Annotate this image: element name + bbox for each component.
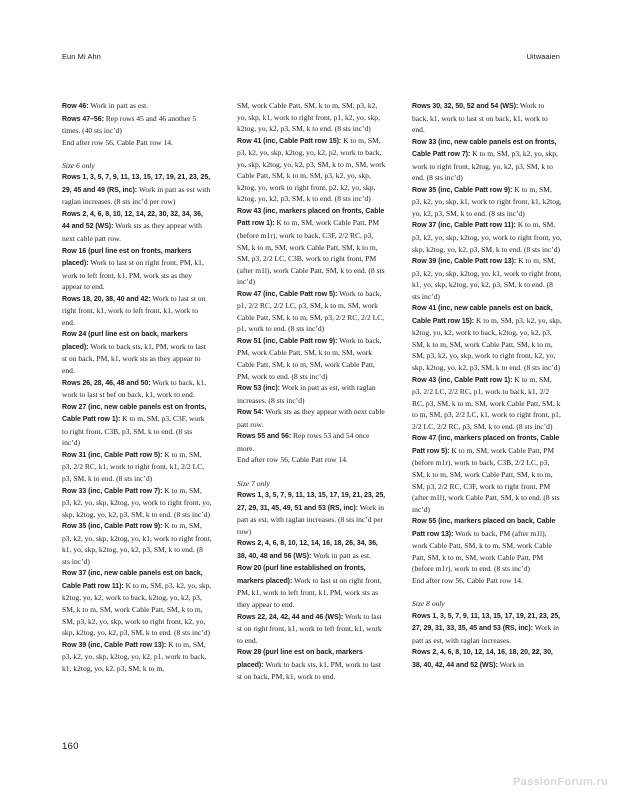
instruction-body: Work to last st on right front, PM, k1, work to left front, k1, PM, work sts as they appear to end. <box>62 258 204 292</box>
instruction-body: Work sts as they appear with next cable patt row. <box>237 407 385 429</box>
pattern-instruction <box>62 113 212 137</box>
instruction-body: Work in patt as est, with raglan increases. <box>412 623 560 645</box>
instruction-body: K to m, SM, work Cable Patt, PM (before m1r), work to back, C3B, 2/2 LC, p3, SM, k to m, SM, work Cable Patt, SM, k to m, SM, p3, 2/2 RC, C3F, work to right front, PM (after m1l), work Cable Patt, SM, k to end. (8 sts inc’d) <box>412 445 560 514</box>
pattern-instruction <box>62 567 212 638</box>
instruction-label: Rows 2, 4, 6, 8, 10, 12, 14, 16, 18, 20, 22, 30, 38, 40, 42, 44 and 52 (WS): <box>412 649 553 669</box>
pattern-instruction <box>62 485 212 521</box>
instruction-label: Row 20 (purl line established on fronts, markers placed): <box>237 565 366 585</box>
size-heading: Size 7 only <box>237 478 270 488</box>
instruction-label: Rows 1, 3, 5, 7, 9, 11, 13, 15, 17, 19, 21, 23, 25, 29, 45 and 49 (RS, inc): <box>62 174 211 194</box>
pattern-instruction <box>237 537 387 562</box>
instruction-body: K to m, SM, p3, k2, yo, skp, k2tog, yo, k2, work to back, k2tog, yo, k2, p3, SM, k to m, SM, work Cable Patt, SM, k to m, SM, p3, k2, yo, skp, work to right front, k2, yo, skp, k2tog, yo, k2, p3, SM, k to end. (8 sts inc’d) <box>62 580 212 638</box>
instruction-label: Rows 2, 4, 6, 8, 10, 12, 14, 22, 30, 32, 34, 36, 44 and 52 (WS): <box>62 210 203 231</box>
instruction-body: Work in <box>497 659 524 669</box>
site-watermark: PassionForum.ru <box>513 776 608 788</box>
pattern-instruction <box>237 646 387 683</box>
page-number: 160 <box>62 741 79 752</box>
pattern-instruction <box>412 184 562 220</box>
instruction-body: Work to back, PM, work Cable Patt, SM, k to m, SM, work Cable Patt, SM, k to m, SM, work Cable Patt, PM, work to end. (8 sts inc’d) <box>237 335 382 381</box>
instruction-label: Rows 18, 20, 38, 40 and 42: <box>62 295 151 303</box>
running-head-title: Uitwaaien <box>526 52 560 61</box>
instruction-body: Work in patt as est. <box>88 101 149 110</box>
pattern-instruction <box>412 219 562 255</box>
pattern-instruction <box>412 255 562 302</box>
pattern-instruction <box>412 432 562 515</box>
pattern-instruction <box>237 406 387 430</box>
instruction-label: Rows 2, 4, 6, 8, 10, 12, 14, 16, 18, 26, 34, 36, 38, 40, 48 and 56 (WS): <box>237 540 378 560</box>
instruction-label: Row 41 (inc, Cable Patt row 15): <box>237 137 342 145</box>
instruction-label: Row 47 (inc, markers placed on fronts, Cable Patt row 5): <box>412 435 560 455</box>
instruction-body: Work in patt as est with raglan increases. (8 sts inc’d per row) <box>62 184 211 207</box>
instruction-body: K to m, SM, p3, 2/2 RC, k1, work to right front, k1, 2/2 LC, p3, SM, k to end. (8 sts inc’d) <box>62 449 205 483</box>
pattern-instruction <box>62 245 212 293</box>
pattern-text: End after row 56, Cable Patt row 14. <box>237 455 348 465</box>
column-3 <box>412 100 562 740</box>
pattern-instruction <box>62 208 212 245</box>
instruction-body: Work to last st on right front, PM, k1, work to left front, k1, PM, work sts as they appear to end. <box>237 575 382 609</box>
pattern-instruction <box>237 205 387 288</box>
running-head <box>62 52 560 61</box>
instruction-body: Work to back sts, k1, PM, work to last st on back, PM, k1, work sts as they appear to end. <box>62 341 206 376</box>
pattern-instruction <box>62 377 212 401</box>
pattern-instruction <box>237 382 387 406</box>
instruction-label: Row 43 (inc, Cable Patt row 1): <box>412 376 513 384</box>
pattern-instruction <box>62 449 212 485</box>
instruction-body: K to m, SM, p3, C3F, work to right front, C3B, p3, SM, k to end. (8 sts inc’d) <box>62 414 205 448</box>
instruction-body: K to m, SM, p3, k2, yo, skp, k2tog, yo, k2, work to back, k2tog, yo, k2, p3, SM, k to m, SM, work Cable Patt, SM, k to m, SM, p3, k2, yo, skp, work to right front, k2, yo, skp, k2tog, yo, k2, p3, SM, k to end. (8 sts inc’d) <box>412 315 562 373</box>
instruction-body: Rep rows 45 and 46 another 5 times. (40 sts inc’d) <box>62 113 197 136</box>
pattern-instruction <box>237 135 387 205</box>
instruction-label: Row 24 (purl line est on back, markers placed): <box>62 331 188 351</box>
pattern-text: End after row 56, Cable Patt row 14. <box>62 137 173 147</box>
pattern-instruction <box>62 171 212 208</box>
pattern-instruction <box>237 562 387 610</box>
instruction-label: Rows 1, 3, 5, 7, 9, 11, 13, 15, 17, 19, 21, 23, 25, 27, 29, 31, 45, 49, 51 and 53 (RS, inc): <box>237 492 386 512</box>
instruction-label: Row 31 (inc, Cable Patt row 5): <box>62 451 163 459</box>
pattern-instruction <box>62 639 212 675</box>
pattern-instruction <box>62 328 212 376</box>
instruction-label: Row 39 (inc, Cable Patt row 13): <box>62 641 167 649</box>
instruction-label: Row 55 (inc, markers placed on back, Cable Patt row 13): <box>412 518 556 538</box>
instruction-body: Work to back sts, k1, PM, work to last st on back, PM, k1, work to end. <box>237 659 381 682</box>
instruction-body: K to m, SM, p3, k2, yo, skp, k2tog, yo, k1, work to right front, k1, yo, skp, k2tog, yo, k2, p3, SM, k to end. (8 sts inc’d) <box>412 256 562 301</box>
running-head-author: Eun Mi Ahn <box>62 52 101 61</box>
instruction-label: Row 35 (inc, Cable Patt row 9): <box>62 523 163 531</box>
instruction-label: Rows 22, 24, 42, 44 and 46 (WS): <box>237 613 344 621</box>
pattern-instruction <box>412 646 562 671</box>
instruction-label: Row 51 (inc, Cable Patt row 9): <box>237 337 338 345</box>
size-heading: Size 6 only <box>62 160 95 170</box>
instruction-body: K to m, SM, p3, k2, yo, skp, k2tog, yo, work to right front, yo, skp, k2tog, yo, k2, p3, SM, k to end. (8 sts inc’d) <box>62 485 212 519</box>
pattern-instruction <box>62 100 212 113</box>
instruction-label: Rows 47–56: <box>62 115 104 123</box>
instruction-label: Row 46: <box>62 103 89 110</box>
paragraph-spacer <box>412 586 562 598</box>
pattern-instruction <box>412 136 562 184</box>
pattern-instruction <box>412 515 562 575</box>
paragraph-spacer <box>62 148 212 160</box>
size-heading: Size 8 only <box>412 598 445 608</box>
pattern-text: SM, work Cable Patt, SM, k to m, SM, p3, k2, yo, skp, k1, work to right front, p1, k2, yo, skp, k2tog, yo, k2, p3, SM, k to end. (8 sts inc’d) <box>237 101 380 134</box>
instruction-label: Row 43 (inc, markers placed on fronts, Cable Patt row 1): <box>237 207 385 228</box>
instruction-body: Work in patt as est. <box>311 550 371 560</box>
instruction-label: Rows 1, 3, 5, 7, 9, 11, 13, 15, 17, 19, 21, 23, 25, 27, 29, 31, 33, 35, 45 and 53 (RS, inc): <box>412 612 561 633</box>
instruction-label: Row 28 (purl line est on back, markers placed): <box>237 649 363 669</box>
column-2 <box>237 100 387 740</box>
instruction-label: Row 37 (inc, Cable Patt row 11): <box>412 222 516 230</box>
pattern-text: End after row 56, Cable Patt row 14. <box>412 575 523 585</box>
instruction-body: K to m, SM, p3, 2/2 LC, 2/2 RC, p1, work to back, k1, 2/2 RC, p3, SM, k to m, SM, work Cable Patt, SM, k to m, SM, p3, 2/2 LC, k1, work to right front, p1, 2/2 LC, 2/2 RC, p3, SM, k to end. (8 sts inc’d) <box>412 374 561 431</box>
instruction-body: K to m, SM, p3, k2, yo, skp, k1, work to right front, k1, k2tog, yo, k2, p3, SM, k to end. (8 sts inc’d) <box>412 184 562 218</box>
instruction-label: Row 39 (inc, Cable Patt row 13): <box>412 258 517 266</box>
pattern-instruction <box>237 335 387 382</box>
instruction-label: Row 47 (inc, Cable Patt row 5): <box>237 290 338 298</box>
instruction-label: Rows 55 and 56: <box>237 433 292 441</box>
instruction-body: Rep rows 53 and 54 once more. <box>237 431 370 453</box>
instruction-body: Work to back, p1, 2/2 RC, 2/2 LC, p3, SM, k to m, SM, work Cable Patt, SM, k to m, SM, p3, 2/2 RC, 2/2 LC, p1, work to end. (8 sts inc’d) <box>237 288 385 334</box>
instruction-body: Work to back, PM (after m1l), work Cable Patt, SM, k to m, SM, work Cable Patt, SM, k to m, SM, work Cable Patt, PM (before m1r), work to end. (8 sts inc’d) <box>412 528 552 574</box>
instruction-body: Work in patt as est, with raglan increases. (8 sts inc’d) <box>237 383 376 405</box>
instruction-label: Row 33 (inc, new cable panels est on fronts, Cable Patt row 7): <box>412 138 557 159</box>
instruction-body: K to m, SM, work Cable Patt, PM (before m1r), work to back, C3F, 2/2 RC, p3, SM, k to m, SM, work Cable Patt, SM, k to m, SM, p3, 2/2 LC, C3B, work to right front, PM (after m1l), work Cable Patt, SM, k to end. (8 sts inc’d) <box>237 218 385 287</box>
instruction-label: Row 27 (inc, new cable panels est on fronts, Cable Patt row 1): <box>62 403 207 424</box>
instruction-body: K to m, SM, p3, k2, yo, skp, k2tog, yo, k2, p2, work to back, yo, skp, k2tog, yo, k2, p3, SM, k to m, SM, work Cable Patt, SM, k to m, SM, p3, k2, yo, skp, k2tog, yo, work to right front, p2, k2, yo, skp, k2tog, yo, k2, p3, SM, k to end. (8 sts inc’d) <box>237 135 386 204</box>
instruction-label: Row 37 (inc, new cable panels est on back, Cable Patt row 11): <box>62 570 203 590</box>
instruction-body: K to m, SM, p3, k2, yo, skp, k2tog, yo, work to right front, yo, skp, k2tog, yo, k2, p3, SM, k to end. (8 sts inc’d) <box>412 220 562 254</box>
instruction-label: Row 16 (purl line est on fronts, markers placed): <box>62 247 192 268</box>
instruction-body: Work to last st on right front, k1, work to left front, k1, work to end. <box>62 293 206 327</box>
instruction-body: K to m, SM, p3, k2, yo, skp, k2tog, yo, k1, work to right front, k1, yo, skp, k2tog, yo, k2, p3, SM, k to end. (8 sts inc’d) <box>62 521 212 566</box>
instruction-body: Work sts as they appear with next cable patt row. <box>62 221 202 244</box>
text-columns <box>62 100 562 740</box>
pattern-instruction <box>237 489 387 537</box>
pattern-instruction <box>237 430 387 454</box>
pattern-instruction <box>62 401 212 449</box>
instruction-body: K to m, SM, p3, k2, yo, skp, work to right front, k2tog, yo, k2, p3, SM, k to end. (8 sts inc’d) <box>412 149 558 183</box>
pattern-instruction <box>62 520 212 567</box>
pattern-instruction <box>62 293 212 329</box>
pattern-instruction <box>412 302 562 373</box>
instruction-label: Row 41 (inc, new cable panels est on back, Cable Patt row 15): <box>412 305 553 325</box>
instruction-body: Work to last st on right front, k1, work to left front, k1, work to end. <box>237 611 382 645</box>
column-1 <box>62 100 212 740</box>
pattern-instruction <box>237 288 387 335</box>
pattern-instruction <box>237 611 387 647</box>
instruction-label: Rows 30, 32, 50, 52 and 54 (WS): <box>412 103 519 110</box>
pattern-instruction <box>412 100 562 136</box>
instruction-label: Rows 26, 28, 46, 48 and 50: <box>62 379 151 387</box>
instruction-body: Work to back, k1, work to last st on back, k1, work to end. <box>412 101 548 135</box>
instruction-label: Row 33 (inc, Cable Patt row 7): <box>62 487 163 495</box>
pattern-instruction <box>412 610 562 647</box>
paragraph-spacer <box>237 466 387 478</box>
instruction-label: Row 54: <box>237 409 264 417</box>
instruction-body: Work in patt as est, with raglan increases. (8 sts inc’d per row) <box>237 502 385 536</box>
pattern-instruction <box>412 374 562 433</box>
instruction-label: Row 53 (inc): <box>237 385 280 393</box>
instruction-body: K to m, SM, p3, k2, yo, skp, k2tog, yo, k2, p1, work to back, k1, k2tog, yo, k2, p3, SM, k to m, <box>62 639 207 673</box>
instruction-body: Work to back, k1, work to last st bef on back, k1, work to end. <box>62 377 206 400</box>
instruction-label: Row 35 (inc, Cable Patt row 9): <box>412 186 513 194</box>
